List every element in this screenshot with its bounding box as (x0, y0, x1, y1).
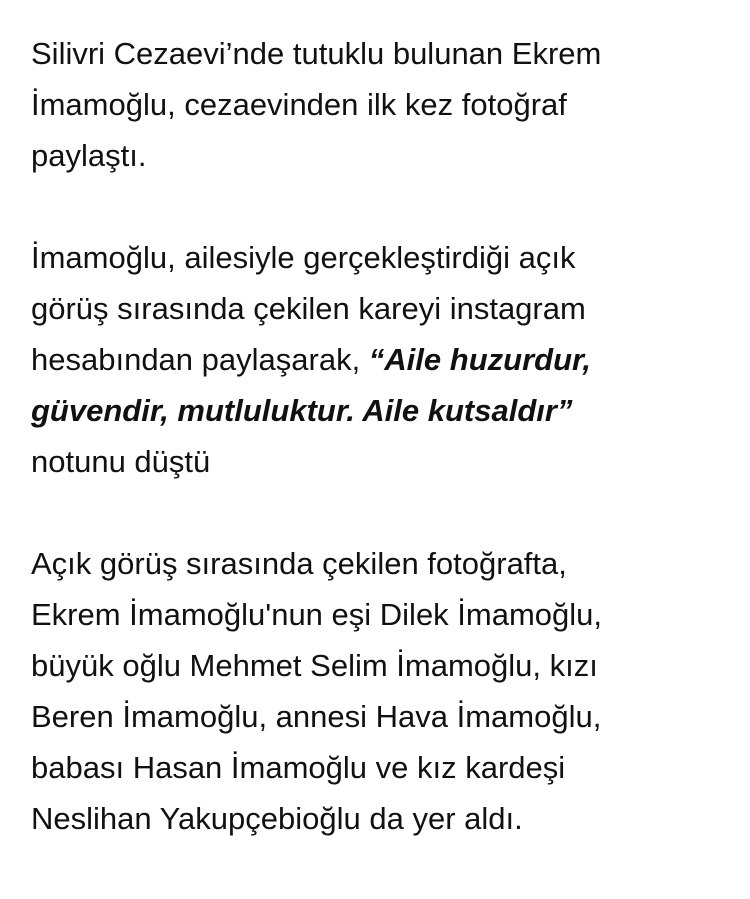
text-line: Neslihan Yakupçebioğlu da yer aldı. (31, 801, 523, 836)
text-line: görüş sırasında çekilen kareyi instagram (31, 291, 586, 326)
text-line: Ekrem İmamoğlu'nun eşi Dilek İmamoğlu, (31, 597, 603, 632)
quote-lead-text: hesabından paylaşarak, (31, 342, 369, 377)
document-body (31, 28, 731, 895)
text-line: büyük oğlu Mehmet Selim İmamoğlu, kızı (31, 648, 598, 683)
quote-text-end: güvendir, mutluluktur. Aile kutsaldır” (31, 393, 573, 428)
text-line: Açık görüş sırasında çekilen fotoğrafta, (31, 546, 567, 581)
text-line: Silivri Cezaevi’nde tutuklu bulunan Ekrem (31, 36, 602, 71)
text-line: İmamoğlu, ailesiyle gerçekleştirdiği açık (31, 240, 576, 275)
paragraph-1 (31, 28, 731, 181)
text-line: babası Hasan İmamoğlu ve kız kardeşi (31, 750, 566, 785)
text-line: paylaştı. (31, 138, 147, 173)
text-line-with-quote (31, 334, 731, 385)
text-line: İmamoğlu, cezaevinden ilk kez fotoğraf (31, 87, 567, 122)
paragraph-2 (31, 232, 731, 487)
paragraph-3 (31, 538, 731, 844)
text-line: Beren İmamoğlu, annesi Hava İmamoğlu, (31, 699, 602, 734)
quote-text-start: “Aile huzurdur, (368, 342, 591, 377)
text-line: notunu düştü (31, 444, 211, 479)
